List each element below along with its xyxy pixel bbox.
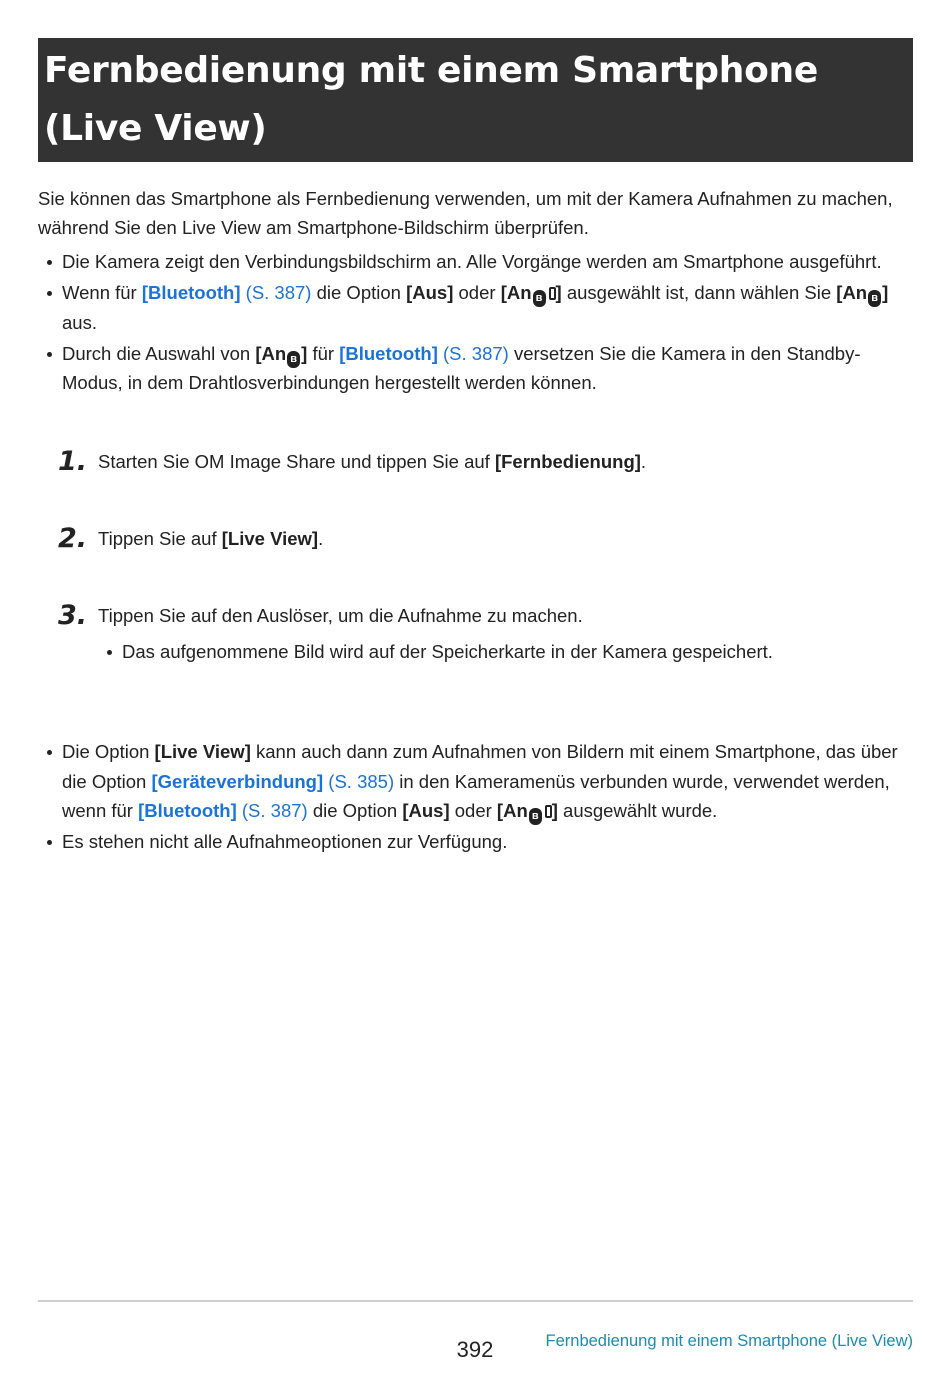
note-text: in den Kameramenüs verbunden wurde, verwendet werden, wenn für (62, 770, 890, 821)
note-text: aus. (62, 311, 97, 333)
note-text: kann auch dann zum Aufnahmen von Bildern mit einem Smartphone, das über die Option (62, 741, 898, 792)
top-notes-list (38, 247, 916, 399)
note-item (38, 339, 916, 398)
note-text: oder (449, 800, 497, 821)
step-text: Starten Sie OM Image Share und tippen Sie auf [Fernbedienung]. (98, 451, 647, 472)
smartphone-icon (549, 287, 556, 300)
step-sub-list (98, 637, 908, 666)
note-text: oder (453, 282, 501, 303)
page-ref-link[interactable]: (S. 385) (328, 770, 395, 792)
note-text: die Option (311, 282, 407, 303)
bottom-notes-list (38, 737, 916, 858)
page-title: Fernbedienung mit einem Smartphone (Live View) (44, 50, 818, 149)
step-bold-term: [Live View] (221, 528, 319, 549)
option-aus: [Aus] (406, 282, 454, 303)
option-aus: [Aus] (402, 800, 450, 821)
note-text: Wenn für (62, 282, 142, 303)
note-text: Die Kamera zeigt den Verbindungsbildschirm an. Alle Vorgänge werden am Smartphone ausgeführt. (62, 251, 882, 272)
page-number: 392 (456, 1337, 494, 1362)
bluetooth-icon: ʙ (287, 351, 300, 368)
note-text: ausgewählt ist, dann wählen Sie (561, 282, 837, 303)
step-bold-term: [Fernbedienung] (494, 451, 641, 472)
option-an-bt-phone: [An ʙ ] (497, 800, 558, 821)
step-2 (58, 524, 908, 554)
page-ref-link[interactable]: (S. 387) (241, 800, 308, 821)
step-number: 1. (58, 446, 88, 477)
bluetooth-icon: ʙ (533, 290, 546, 307)
step-number: 2. (58, 523, 88, 554)
page-title-bar (38, 38, 913, 162)
device-connection-link[interactable]: [Geräteverbindung] (151, 770, 324, 792)
footer-section-link[interactable]: Fernbedienung mit einem Smartphone (Live View) (545, 1332, 913, 1350)
step-3 (58, 601, 908, 666)
note-item (38, 247, 916, 277)
footer-divider (38, 1300, 913, 1302)
option-an-bt-phone: [An ʙ ] (501, 282, 562, 303)
page-ref-link[interactable]: (S. 387) (245, 282, 312, 303)
bluetooth-icon: ʙ (868, 290, 881, 307)
page-ref-link[interactable]: (S. 387) (443, 342, 509, 364)
step-sub-item: Das aufgenommene Bild wird auf der Speicherkarte in der Kamera gespeichert. (98, 637, 908, 666)
note-text: für (307, 342, 340, 364)
option-an-bt: [An ʙ ] (255, 343, 307, 364)
bluetooth-link[interactable]: [Bluetooth] (141, 282, 241, 303)
bluetooth-icon: ʙ (529, 808, 542, 825)
note-text: ausgewählt wurde. (557, 800, 718, 821)
note-text: versetzen Sie die Kamera in den Standby-Modus, in dem Drahtlosverbindungen hergestellt werden können. (62, 342, 861, 393)
step-text: Tippen Sie auf den Auslöser, um die Aufnahme zu machen. (98, 605, 583, 626)
step-text: Tippen Sie auf [Live View]. (98, 528, 324, 549)
note-text: Durch die Auswahl von (62, 342, 256, 364)
note-text: Die Option (62, 741, 155, 762)
bluetooth-link[interactable]: [Bluetooth] (138, 800, 237, 821)
note-item (38, 827, 916, 857)
note-text: Es stehen nicht alle Aufnahmeoptionen zur Verfügung. (62, 831, 508, 852)
option-an-bt: [An ʙ ] (836, 282, 888, 303)
smartphone-icon (545, 805, 552, 818)
option-live-view: [Live View] (154, 741, 251, 762)
note-item (38, 278, 916, 337)
note-text: die Option (307, 800, 403, 821)
note-item (38, 737, 916, 826)
step-1 (58, 447, 908, 477)
intro-text: Sie können das Smartphone als Fernbedienung verwenden, um mit der Kamera Aufnahmen zu machen, während Sie den Live View am Smartphone-Bildschirm überprüfen. (38, 188, 893, 238)
step-number: 3. (58, 600, 88, 631)
bluetooth-link[interactable]: [Bluetooth] (339, 342, 438, 364)
